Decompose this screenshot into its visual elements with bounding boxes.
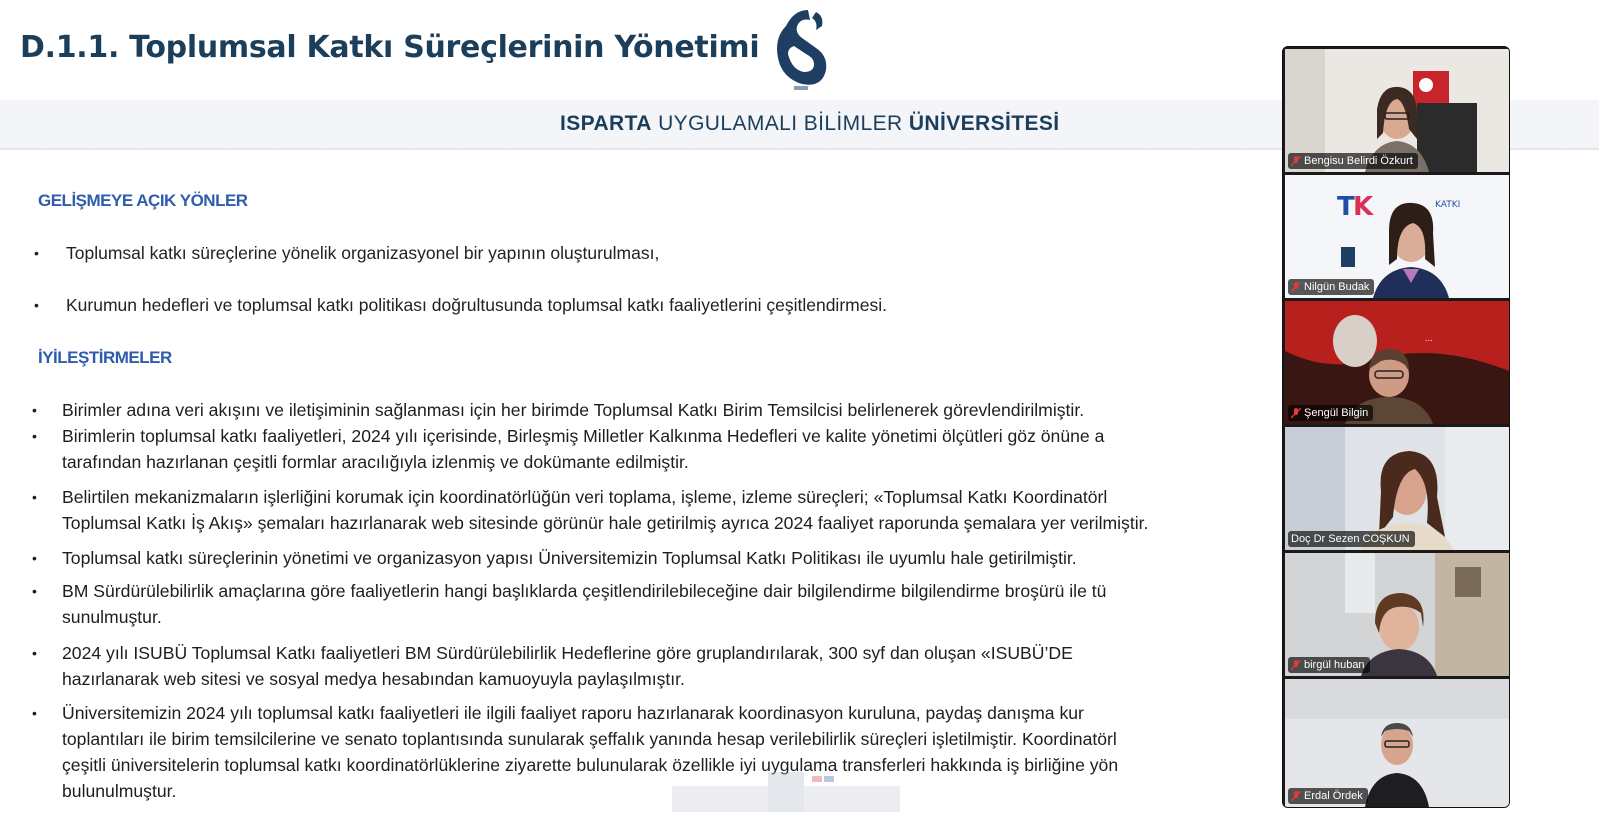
list-item: • Birimler adına veri akışını ve iletişiminin sağlanması için her birimde Toplumsal Katkı Birim Temsilcisi belirlenerek görevlendirilmiştir. — [30, 397, 1300, 423]
muted-mic-icon — [1291, 408, 1301, 419]
bullet-icon: • — [34, 297, 39, 313]
bullet-icon: • — [32, 705, 37, 721]
participant-video-tile-active-speaker[interactable] — [1285, 427, 1509, 550]
list-item: • Belirtilen mekanizmaların işlerliğini korumak için koordinatörlüğün veri toplama, işleme, izleme süreçleri; «Toplumsal Katkı Koordinatörl Toplumsal Katkı İş Akış» şemaları hazırlanarak web sitesinde görünür hale getirilmiş ayrıca 2024 faaliyet raporunda şemalara yer verilmiştir. — [30, 484, 1300, 536]
list-item: • Toplumsal katkı süreçlerine yönelik organizasyonel bir yapının oluşturulması, — [32, 240, 659, 266]
bullet-icon: • — [32, 583, 37, 599]
university-logo — [772, 8, 830, 92]
participant-video-tile[interactable] — [1285, 49, 1509, 172]
svg-text:K: K — [1353, 192, 1374, 222]
participants-video-panel[interactable] — [1282, 46, 1510, 808]
section-heading-improvement-areas: GELİŞMEYE AÇIK YÖNLER — [38, 191, 248, 210]
list-item: • Üniversitemizin 2024 yılı toplumsal katkı faaliyetleri ile ilgili faaliyet raporu hazırlanarak koordinasyon kuruluna, paydaş danışma kur toplantıları ile birim temsilcilerine ve senato toplantısında sunularak şeffalık yanında hesap verilebilirlik süreçleri işletilmiştir. Koordinatörl çeşitli üniversitelerin toplumsal katkı koordinatörlüklerine ziyarette bulunularak özellikle iyi uygulama transferleri hakkında iş birliğine yön bulunulmuştur. — [30, 700, 1300, 804]
bullet-icon: • — [32, 428, 37, 444]
participant-video-tile[interactable] — [1285, 301, 1509, 424]
participant-video-tile[interactable] — [1285, 679, 1509, 807]
participant-name-tag: Şengül Bilgin — [1288, 405, 1373, 421]
list-item: • Toplumsal katkı süreçlerinin yönetimi ve organizasyon yapısı Üniversitemizin Toplumsal Katkı Politikası ile uyumlu hale getirilmiştir. — [30, 545, 1300, 571]
muted-mic-icon — [1291, 791, 1301, 802]
svg-text:T: T — [1337, 192, 1355, 222]
participant-name-tag: birgül huban — [1288, 657, 1370, 673]
participant-name-tag: Bengisu Belirdi Özkurt — [1288, 153, 1418, 169]
participant-name-tag: Erdal Ördek — [1288, 788, 1368, 804]
muted-mic-icon — [1291, 660, 1301, 671]
participant-name-tag: Nilgün Budak — [1288, 279, 1374, 295]
list-item: • 2024 yılı ISUBÜ Toplumsal Katkı faaliyetleri BM Sürdürülebilirlik Hedeflerine göre gruplandırılarak, 300 syf dan oluşan «ISUBÜ’DE hazırlanarak web sitesi ve sosyal medya hesabından kamuoyuyla paylaşılmıştır. — [30, 640, 1300, 692]
bullet-icon: • — [32, 550, 37, 566]
bullet-icon: • — [32, 645, 37, 661]
bullet-icon: • — [32, 489, 37, 505]
list-item: • Birimlerin toplumsal katkı faaliyetleri, 2024 yılı içerisinde, Birleşmiş Milletler Kalkınma Hedefleri ve kalite yönetimi ölçütleri göz önüne a tarafından hazırlanan çeşitli formlar aracılığıyla izlenmiş ve dokümante edilmiştir. — [30, 423, 1300, 475]
university-name: ISPARTA UYGULAMALI BİLİMLER ÜNİVERSİTESİ — [560, 112, 1060, 135]
bullet-icon: • — [32, 402, 37, 418]
building-watermark-icon — [672, 772, 900, 812]
participant-video-tile[interactable] — [1285, 553, 1509, 676]
bullet-icon: • — [34, 245, 39, 261]
list-item: • Kurumun hedefleri ve toplumsal katkı politikası doğrultusunda toplumsal katkı faaliyetlerini çeşitlendirmesi. — [32, 292, 887, 318]
muted-mic-icon — [1291, 282, 1301, 293]
muted-mic-icon — [1291, 156, 1301, 167]
participant-video-tile[interactable] — [1285, 175, 1509, 298]
slide-title: D.1.1. Toplumsal Katkı Süreçlerinin Yönetimi — [20, 30, 760, 65]
section-heading-improvements: İYİLEŞTİRMELER — [38, 348, 172, 367]
list-item: • BM Sürdürülebilirlik amaçlarına göre faaliyetlerin hangi başlıklarda çeşitlendirilebileceğine dair bilgilendirme bilgilendirme broşürü ile tü sunulmuştur. — [30, 578, 1300, 630]
svg-text:...: ... — [1425, 334, 1433, 343]
svg-text:KATKI: KATKI — [1435, 200, 1461, 210]
participant-name-tag: Doç Dr Sezen COŞKUN — [1288, 531, 1415, 547]
